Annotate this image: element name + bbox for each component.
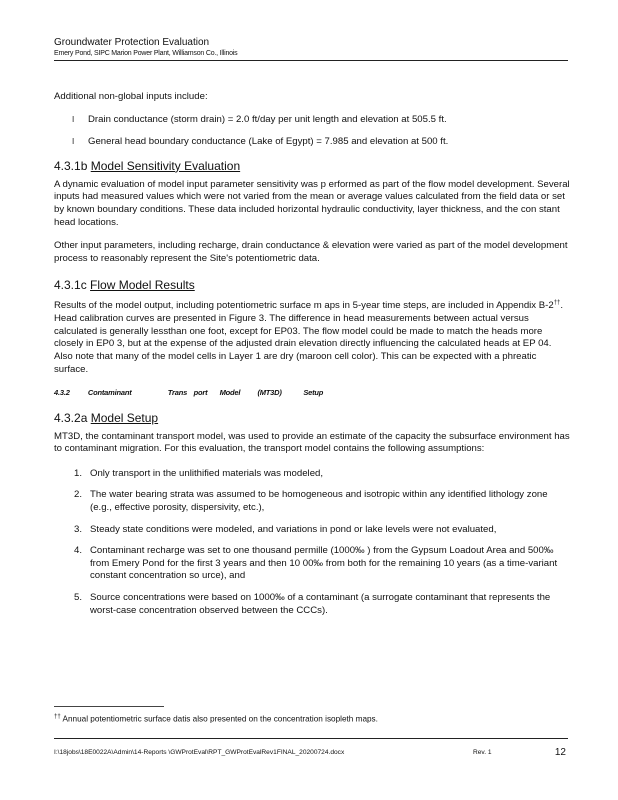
bullet-text: General head boundary conductance (Lake of Egypt) = 7.985 and elevation at 500 ft. [88,136,449,148]
footer-revision: Rev. 1 [473,749,492,756]
footnote-mark: †† [54,714,61,720]
section-number: 4.3.1c [54,278,87,293]
list-text: Contaminant recharge was set to one thousand permille (1000‰ ) from the Gypsum Loadout Area and 500‰ from Emery Pond for the first 3 years and then 10 00‰ from both for the remaining 10 years (as a time-variant constant concentration so urce), and [90,545,558,582]
list-item [54,114,570,127]
list-number: 4. [74,545,83,557]
heading-word: (MT3D) [257,388,282,398]
list-number: 2. [74,489,83,501]
section-heading-432 [54,387,570,400]
list-item [54,136,570,149]
section-heading-431c [54,278,570,292]
list-number: 1. [74,467,83,479]
header-divider [54,60,568,61]
section-title: Flow Model Results [90,278,195,293]
bullet-icon: l [72,114,75,124]
paragraph-text: Results of the model output, including potentiometric surface m aps in 5-year time steps, are included in Appendix B-2 [54,300,554,312]
section-heading-431b [54,159,570,173]
heading-word: Setup [303,388,324,398]
paragraph: A dynamic evaluation of model input parameter sensitivity was p erformed as part of the flow model development. Several inputs had measured values which were not varied from the mean or average values calculated from the field data or set by known boundary conditions. These data included horizontal hydraulic conductivity, layer thickness, and the con stant head locations. [54,178,570,228]
section-number: 4.3.2 [54,388,70,398]
page-footer [54,747,568,761]
footnote-text: Annual potentiometric surface datis also presented on the concentration isopleth maps. [62,714,378,724]
footer-file-path: I:\18jobs\18E0022A\Admin\14-Reports \GWProtEval\RPT_GWProtEvalRev1FINAL_20200724.docx [54,749,345,756]
intro-text: Additional non-global inputs include: [54,91,208,102]
heading-word: Model [219,388,241,398]
section-number: 4.3.2a [54,410,88,425]
list-text: Source concentrations were based on 1000‰ of a contaminant (a surrogate contaminant that represents the worst-case concentration observed between the CCCs). [90,592,551,616]
list-number: 5. [74,592,83,604]
list-item [54,468,570,481]
footnote [54,714,568,724]
list-item [54,489,570,514]
document-body [54,91,570,626]
paragraph: MT3D, the contaminant transport model, was used to provide an estimate of the capacity the subsurface environment has to contaminant migration. For this evaluation, the transport model contains the following assumptions: [54,430,570,455]
section-title: Model Setup [90,410,159,425]
list-text: Steady state conditions were modeled, and variations in pond or lake levels were not evaluated, [90,523,497,535]
paragraph: Other input parameters, including recharge, drain conductance & elevation were varied as part of the model development process to reasonably represent the Site's potentiometric data. [54,240,568,264]
list-text: Only transport in the unlithified materials was modeled, [90,467,324,479]
footnote-reference: †† [553,300,561,307]
list-item [54,592,570,617]
heading-word: Contaminant [87,388,132,398]
section-title: Model Sensitivity Evaluation [90,158,241,173]
bullet-text: Drain conductance (storm drain) = 2.0 ft/day per unit length and elevation at 505.5 ft. [88,113,447,125]
page-header [54,37,569,59]
bullet-icon: l [72,137,75,147]
section-number: 4.3.1b [54,158,88,173]
footnote-divider [54,706,164,707]
header-subtitle: Emery Pond, SIPC Marion Power Plant, Williamson Co., Illinois [54,50,238,57]
paragraph [54,297,570,376]
list-text: The water bearing strata was assumed to be homogeneous and isotropic within any identified lithology zone (e.g., effective porosity, dispersivity, etc.), [90,489,548,514]
heading-word: port [193,388,208,398]
section-heading-432a [54,411,570,425]
page-number: 12 [554,747,566,758]
list-number: 3. [74,523,83,535]
assumptions-list [54,468,570,617]
paragraph-text: . Head calibration curves are presented in Figure 3. The difference in head measurements between actual versus calculated is generally lessthan one foot, except for EP03. The flow model could be made to match the heads more closely in EP0 3, but at the expense of the adjusted drain elevation directly influencing the calculated heads at EP 04. Also note that many of the model cells in Layer 1 are dry (maroon cell color). This can be expected with a phreatic surface. [54,300,564,375]
heading-word: Trans [167,388,188,398]
list-item [54,524,570,537]
bullet-list [54,114,570,149]
footer-divider [54,738,568,739]
list-item [54,545,570,583]
header-title: Groundwater Protection Evaluation [54,37,210,48]
